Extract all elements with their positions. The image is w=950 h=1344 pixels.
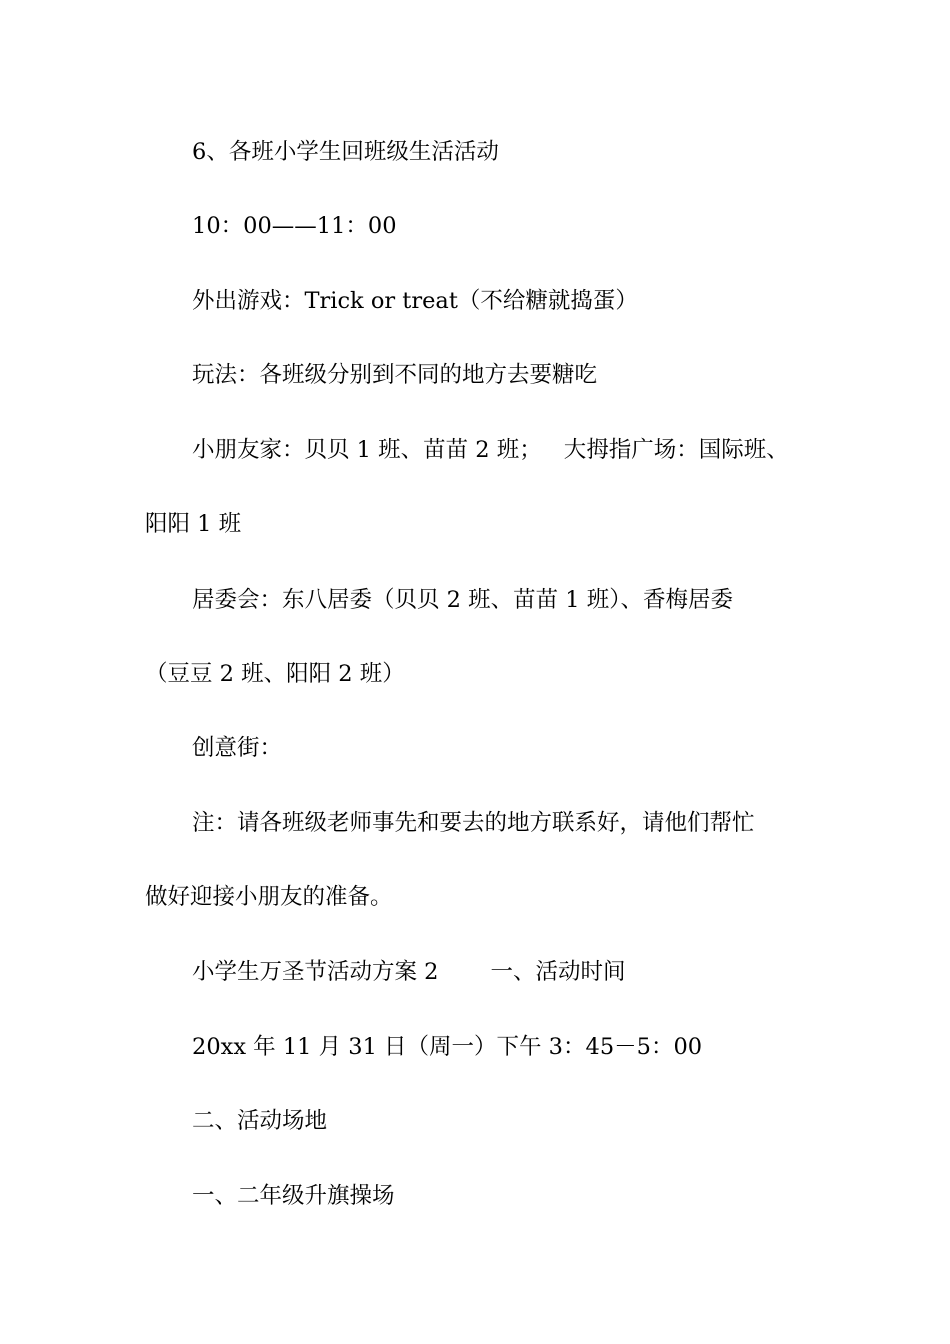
text-segment: 大拇指广场：国际班、 [563,437,789,463]
text-line: 创意街： [192,735,283,761]
text-line: 6、各班小学生回班级生活活动 [192,139,499,165]
text-line: 一、二年级升旗操场 [192,1183,395,1209]
text-line: 20xx 年 11 月 31 日（周一）下午 3：45－5：00 [192,1034,703,1060]
text-line: 玩法：各班级分别到不同的地方去要糖吃 [192,362,598,388]
text-segment: 小朋友家：贝贝 1 班、苗苗 2 班； [192,437,542,463]
text-line: 外出游戏：Trick or treat（不给糖就捣蛋） [192,288,638,314]
section-heading: 二、活动场地 [192,1108,328,1134]
text-line: 注：请各班级老师事先和要去的地方联系好，请他们帮忙 [192,810,755,836]
text-line [192,435,789,465]
text-line: 10：00——11：00 [192,213,397,239]
text-line [192,957,625,987]
text-line: 阳阳 1 班 [145,511,242,537]
section-heading: 一、活动时间 [490,959,626,985]
section-title: 小学生万圣节活动方案 2 [192,959,439,985]
text-line: 居委会：东八居委（贝贝 2 班、苗苗 1 班）、香梅居委 [192,587,733,613]
text-line: 做好迎接小朋友的准备。 [145,884,393,910]
text-line: （豆豆 2 班、阳阳 2 班） [145,661,405,687]
